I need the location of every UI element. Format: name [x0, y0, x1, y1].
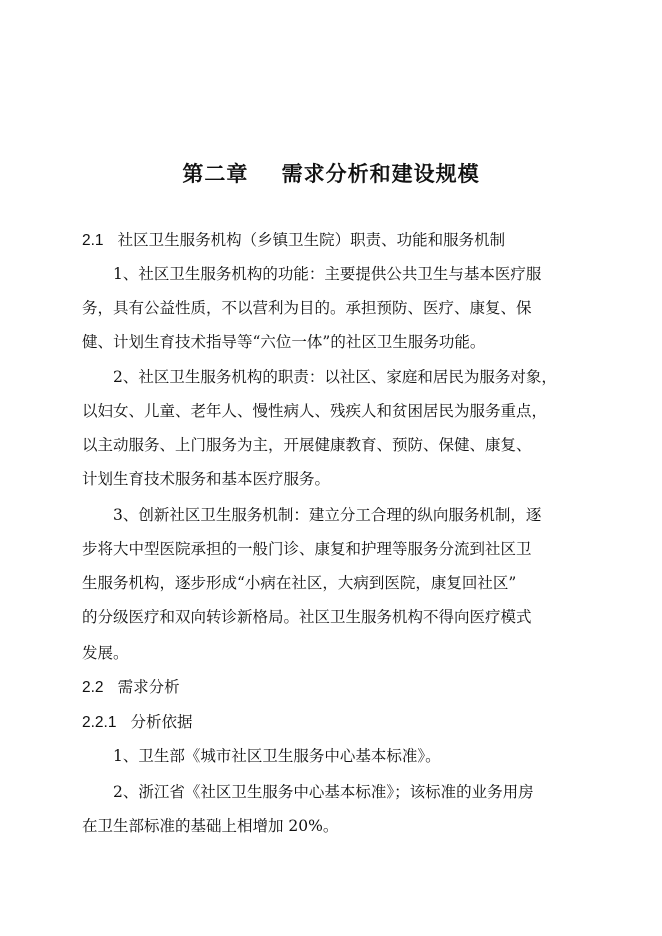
- section-title: 分析依据: [130, 713, 193, 731]
- paragraph-line: 务，具有公益性质，不以营利为目的。承担预防、医疗、康复、保: [82, 299, 532, 317]
- paragraph-line: 计划生育技术服务和基本医疗服务。: [82, 470, 331, 488]
- paragraph-line: 1、社区卫生服务机构的功能：主要提供公共卫生与基本医疗服: [113, 265, 542, 283]
- paragraph-line: 的分级医疗和双向转诊新格局。社区卫生服务机构不得向医疗模式: [82, 608, 532, 626]
- paragraph-line: 3、创新社区卫生服务机制：建立分工合理的纵向服务机制，逐: [113, 506, 542, 524]
- section-2-2-heading: [82, 677, 180, 698]
- basis-item: 1、卫生部《城市社区卫生服务中心基本标准》。: [113, 747, 441, 765]
- section-number: 2.1: [82, 232, 104, 249]
- paragraph-line: 2、社区卫生服务机构的职责：以社区、家庭和居民为服务对象，: [113, 368, 557, 386]
- paragraph-line: 在卫生部标准的基础上相增加 20%。: [82, 817, 339, 835]
- section-title: 社区卫生服务机构（乡镇卫生院）职责、功能和服务机制: [117, 231, 506, 249]
- paragraph-line: 发展。: [82, 644, 129, 662]
- paragraph-line: 健、计划生育技术指导等“六位一体”的社区卫生服务功能。: [82, 333, 486, 351]
- paragraph-line: 以妇女、儿童、老年人、慢性病人、残疾人和贫困居民为服务重点，: [82, 402, 548, 420]
- section-number: 2.2.1: [82, 714, 117, 731]
- paragraph-line: 以主动服务、上门服务为主，开展健康教育、预防、保健、康复、: [82, 436, 532, 454]
- section-2-2-1-heading: [82, 712, 193, 733]
- basis-item: 2、浙江省《社区卫生服务中心基本标准》；该标准的业务用房: [113, 783, 534, 801]
- section-title: 需求分析: [117, 678, 180, 696]
- chapter-title: 第二章 需求分析和建设规模: [182, 162, 480, 186]
- section-number: 2.2: [82, 679, 104, 696]
- section-2-1-heading: [82, 230, 505, 251]
- paragraph-line: 生服务机构，逐步形成“小病在社区，大病到医院，康复回社区”: [82, 574, 517, 592]
- paragraph-line: 步将大中型医院承担的一般门诊、康复和护理等服务分流到社区卫: [82, 540, 532, 558]
